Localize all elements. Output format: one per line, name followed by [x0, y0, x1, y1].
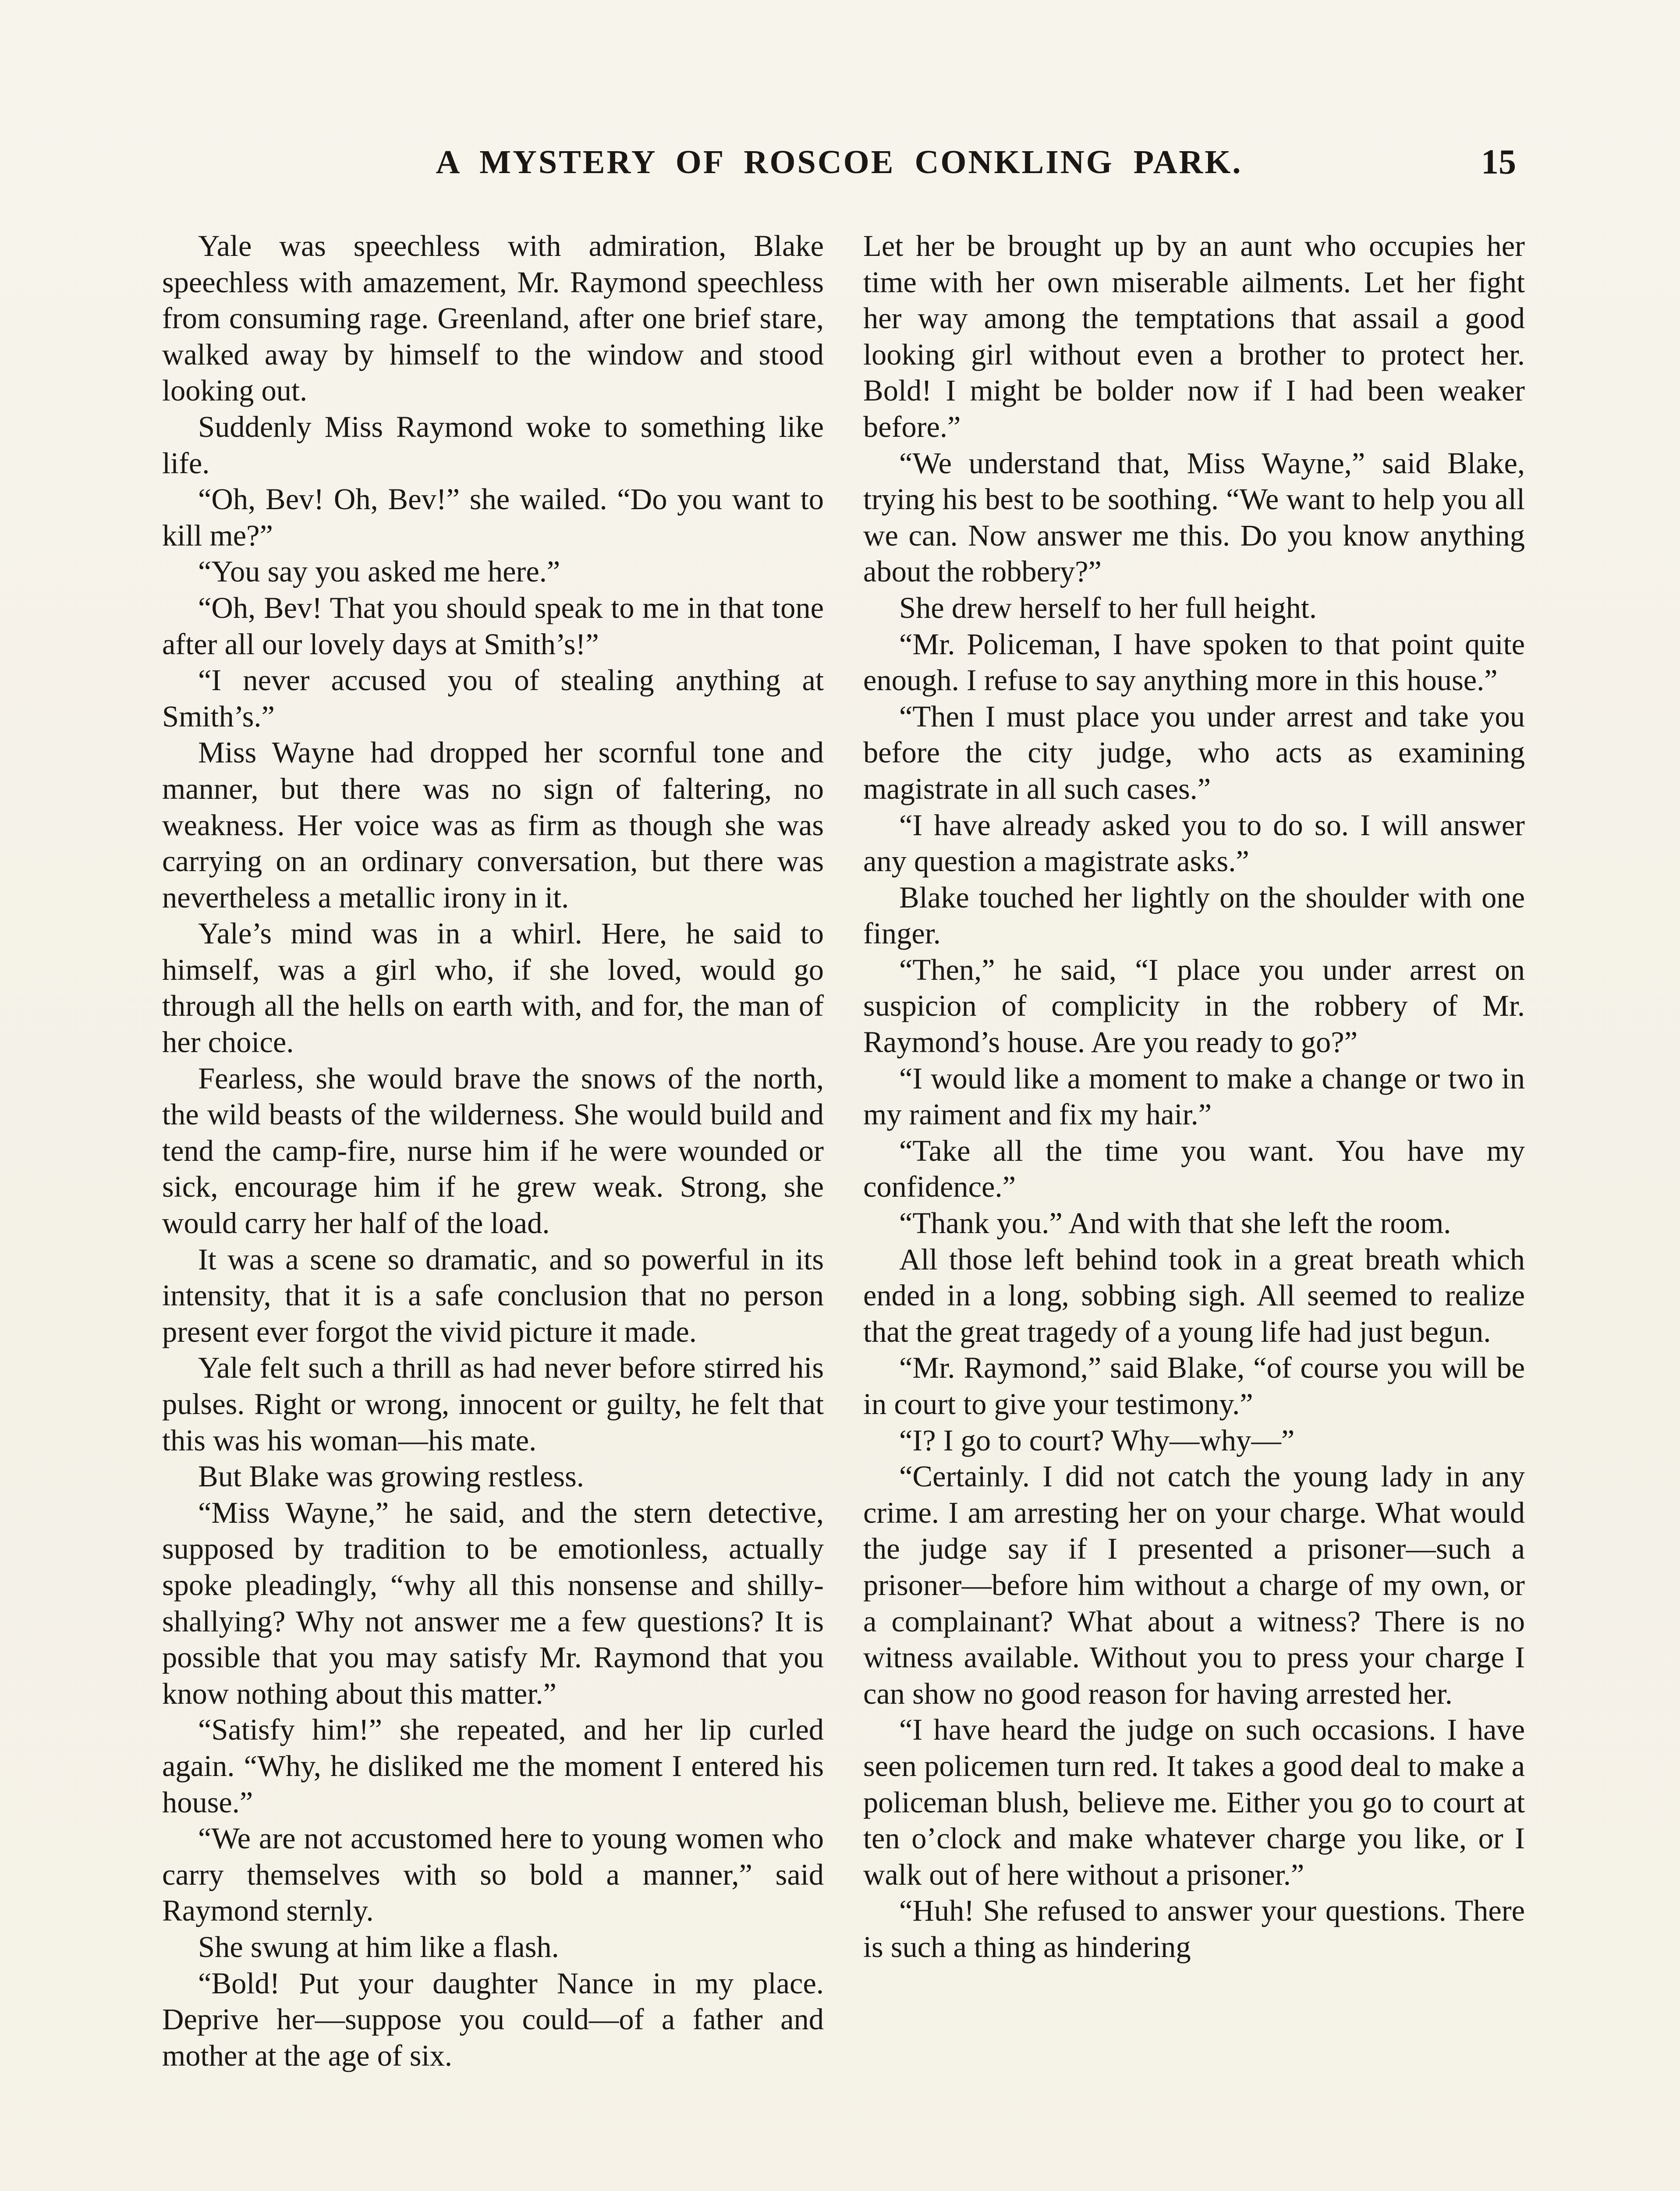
paragraph: It was a scene so dramatic, and so powerful in its intensity, that it is a safe conclusion that no person present ever forgot the vivid picture it made.	[162, 1242, 824, 1348]
paragraph: Yale’s mind was in a whirl. Here, he said to himself, was a girl who, if she loved, would go through all the hells on earth with, and for, the man of her choice.	[162, 917, 824, 1059]
paragraph: “Certainly. I did not catch the young lady in any crime. I am arresting her on your charge. What would the judge say if I presented a prisoner—such a prisoner—before him without a charge of my own, or a complainant? What about a witness? There is no witness available. Without you to press your charge I can show no good reason for having arrested her.	[863, 1460, 1525, 1710]
paragraph: “We are not accustomed here to young women who carry themselves with so bold a manner,” said Raymond sternly.	[162, 1822, 824, 1928]
paragraph: But Blake was growing restless.	[198, 1460, 584, 1493]
paragraph: Yale felt such a thrill as had never before stirred his pulses. Right or wrong, innocent or guilty, he felt that this was his woman—his mate.	[162, 1351, 824, 1457]
paragraph: “You say you asked me here.”	[198, 555, 560, 589]
paragraph: “Mr. Policeman, I have spoken to that point quite enough. I refuse to say anything more in this house.”	[863, 627, 1525, 697]
paragraph: “Thank you.” And with that she left the room.	[899, 1206, 1451, 1240]
paragraph: “Take all the time you want. You have my confidence.”	[863, 1134, 1525, 1204]
paragraph: “I never accused you of stealing anything at Smith’s.”	[162, 663, 824, 733]
paragraph: “I would like a moment to make a change or two in my raiment and fix my hair.”	[863, 1061, 1525, 1131]
paragraph: “Oh, Bev! Oh, Bev!” she wailed. “Do you want to kill me?”	[162, 482, 824, 552]
paragraph: “Huh! She refused to answer your questions. There is such a thing as hindering	[863, 1894, 1525, 1964]
paragraph: Yale was speechless with admiration, Blake speechless with amazement, Mr. Raymond speechless from consuming rage. Greenland, after one brief stare, walked away by himself to the window and stood looking out.	[162, 229, 824, 408]
paragraph: She swung at him like a flash.	[198, 1930, 559, 1964]
paragraph: “Then,” he said, “I place you under arrest on suspicion of complicity in the robbery of Mr. Raymond’s house. Are you ready to go?”	[863, 953, 1525, 1059]
paragraph: She drew herself to her full height.	[899, 591, 1317, 624]
paragraph: “Satisfy him!” she repeated, and her lip curled again. “Why, he disliked me the moment I entered his house.”	[162, 1713, 824, 1819]
page-number: 15	[1481, 143, 1516, 181]
left-text-column	[162, 228, 824, 2074]
paragraph-continued: Let her be brought up by an aunt who occupies her time with her own miserable ailments. Let her fight her way among the temptations that assail a good looking girl without even a brother to protect her. Bold! I might be bolder now if I had been weaker before.”	[863, 229, 1525, 443]
paragraph: “I have already asked you to do so. I will answer any question a magistrate asks.”	[863, 808, 1525, 878]
paragraph: “Mr. Raymond,” said Blake, “of course you will be in court to give your testimony.”	[863, 1351, 1525, 1421]
paragraph: “I? I go to court? Why—why—”	[899, 1423, 1295, 1457]
paragraph: “We understand that, Miss Wayne,” said Blake, trying his best to be soothing. “We want to help you all we can. Now answer me this. Do you know anything about the robbery?”	[863, 446, 1525, 589]
paragraph: Suddenly Miss Raymond woke to something like life.	[162, 410, 824, 480]
running-head	[162, 136, 1516, 188]
chapter-title: A MYSTERY OF ROSCOE CONKLING PARK.	[436, 144, 1243, 181]
paragraph: “I have heard the judge on such occasions. I have seen policemen turn red. It takes a good deal to make a policeman blush, believe me. Either you go to court at ten o’clock and make whatever charge you like, or I walk out of here without a prisoner.”	[863, 1713, 1525, 1891]
paragraph: Blake touched her lightly on the shoulder with one finger.	[863, 880, 1525, 950]
paragraph: Fearless, she would brave the snows of the north, the wild beasts of the wilderness. She would build and tend the camp-fire, nurse him if he were wounded or sick, encourage him if he grew weak. Strong, she would carry her half of the load.	[162, 1061, 824, 1240]
paragraph: Miss Wayne had dropped her scornful tone and manner, but there was no sign of faltering, no weakness. Her voice was as firm as though she was carrying on an ordinary conversation, but there was nevertheless a metallic irony in it.	[162, 736, 824, 914]
paragraph: All those left behind took in a great breath which ended in a long, sobbing sigh. All seemed to realize that the great tragedy of a young life had just begun.	[863, 1242, 1525, 1348]
paragraph: “Bold! Put your daughter Nance in my place. Deprive her—suppose you could—of a father and mother at the age of six.	[162, 1966, 824, 2072]
right-text-column	[863, 228, 1525, 1965]
paragraph: “Oh, Bev! That you should speak to me in that tone after all our lovely days at Smith’s!”	[162, 591, 824, 661]
paragraph: “Then I must place you under arrest and take you before the city judge, who acts as examining magistrate in all such cases.”	[863, 699, 1525, 805]
paragraph: “Miss Wayne,” he said, and the stern detective, supposed by tradition to be emotionless, actually spoke pleadingly, “why all this nonsense and shilly-shallying? Why not answer me a few questions? It is possible that you may satisfy Mr. Raymond that you know nothing about this matter.”	[162, 1496, 824, 1710]
